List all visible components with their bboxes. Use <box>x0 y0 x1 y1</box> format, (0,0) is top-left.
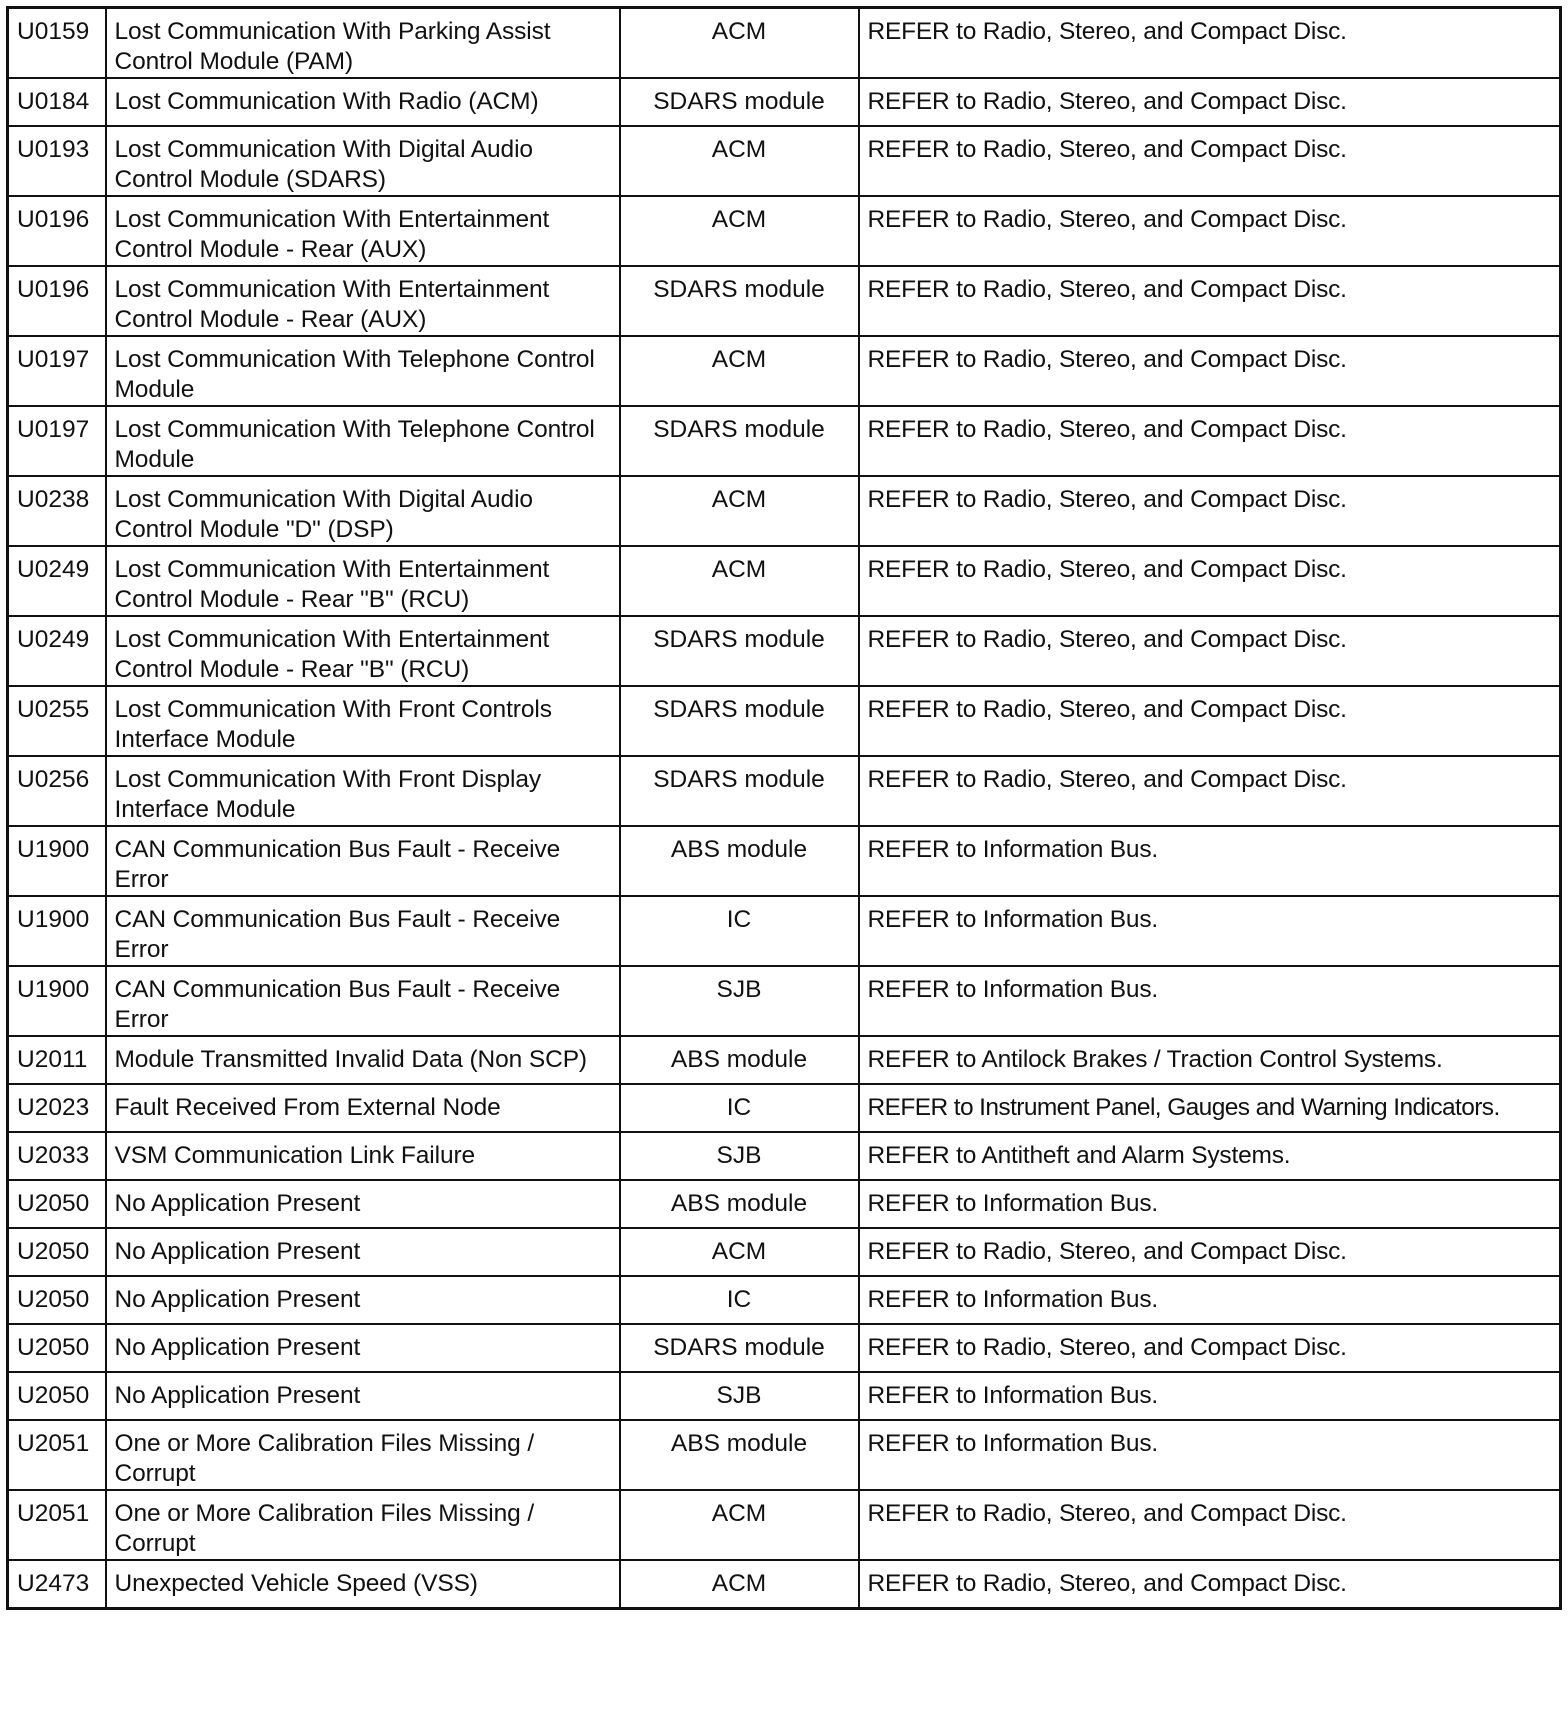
table-row <box>8 1372 1561 1420</box>
module-cell: ABS module <box>620 1036 859 1084</box>
action-cell: REFER to Radio, Stereo, and Compact Disc. <box>859 336 1561 406</box>
table-row <box>8 1228 1561 1276</box>
dtc-code-cell: U2050 <box>8 1276 106 1324</box>
module-cell: ACM <box>620 476 859 546</box>
table-row <box>8 336 1561 406</box>
table-row <box>8 476 1561 546</box>
table-row <box>8 1420 1561 1490</box>
dtc-code-cell: U0197 <box>8 406 106 476</box>
action-cell: REFER to Radio, Stereo, and Compact Disc. <box>859 756 1561 826</box>
description-cell: No Application Present <box>106 1228 620 1276</box>
description-cell: CAN Communication Bus Fault - Receive Error <box>106 896 620 966</box>
description-cell: Lost Communication With Telephone Control Module <box>106 336 620 406</box>
table-row <box>8 1180 1561 1228</box>
table-row <box>8 1036 1561 1084</box>
action-cell: REFER to Antitheft and Alarm Systems. <box>859 1132 1561 1180</box>
description-cell: One or More Calibration Files Missing / Corrupt <box>106 1490 620 1560</box>
dtc-code-cell: U0184 <box>8 78 106 126</box>
description-cell: Lost Communication With Digital Audio Control Module "D" (DSP) <box>106 476 620 546</box>
description-cell: Lost Communication With Entertainment Control Module - Rear "B" (RCU) <box>106 616 620 686</box>
module-cell: SDARS module <box>620 686 859 756</box>
table-row <box>8 966 1561 1036</box>
dtc-code-cell: U2050 <box>8 1372 106 1420</box>
table-row <box>8 826 1561 896</box>
action-cell: REFER to Radio, Stereo, and Compact Disc. <box>859 1324 1561 1372</box>
description-cell: No Application Present <box>106 1324 620 1372</box>
action-cell: REFER to Radio, Stereo, and Compact Disc. <box>859 266 1561 336</box>
module-cell: SJB <box>620 1132 859 1180</box>
description-cell: VSM Communication Link Failure <box>106 1132 620 1180</box>
dtc-code-cell: U1900 <box>8 896 106 966</box>
module-cell: ACM <box>620 1490 859 1560</box>
description-cell: Lost Communication With Parking Assist Control Module (PAM) <box>106 8 620 79</box>
dtc-code-cell: U0238 <box>8 476 106 546</box>
action-cell: REFER to Information Bus. <box>859 896 1561 966</box>
description-cell: CAN Communication Bus Fault - Receive Error <box>106 966 620 1036</box>
action-cell: REFER to Instrument Panel, Gauges and Warning Indicators. <box>859 1084 1561 1132</box>
module-cell: ACM <box>620 8 859 79</box>
description-cell: No Application Present <box>106 1180 620 1228</box>
table-row <box>8 1560 1561 1608</box>
action-cell: REFER to Radio, Stereo, and Compact Disc. <box>859 1560 1561 1608</box>
action-cell: REFER to Radio, Stereo, and Compact Disc. <box>859 8 1561 79</box>
dtc-code-cell: U2051 <box>8 1490 106 1560</box>
description-cell: Lost Communication With Digital Audio Control Module (SDARS) <box>106 126 620 196</box>
module-cell: ACM <box>620 196 859 266</box>
action-cell: REFER to Radio, Stereo, and Compact Disc. <box>859 196 1561 266</box>
action-cell: REFER to Radio, Stereo, and Compact Disc. <box>859 406 1561 476</box>
action-cell: REFER to Radio, Stereo, and Compact Disc. <box>859 1228 1561 1276</box>
description-cell: Module Transmitted Invalid Data (Non SCP) <box>106 1036 620 1084</box>
table-row <box>8 406 1561 476</box>
dtc-code-cell: U0159 <box>8 8 106 79</box>
action-cell: REFER to Radio, Stereo, and Compact Disc. <box>859 126 1561 196</box>
dtc-table <box>6 6 1562 1610</box>
table-row <box>8 686 1561 756</box>
table-row <box>8 196 1561 266</box>
dtc-code-cell: U2050 <box>8 1228 106 1276</box>
description-cell: No Application Present <box>106 1276 620 1324</box>
description-cell: One or More Calibration Files Missing / Corrupt <box>106 1420 620 1490</box>
dtc-code-cell: U2050 <box>8 1324 106 1372</box>
table-row <box>8 1276 1561 1324</box>
action-cell: REFER to Information Bus. <box>859 966 1561 1036</box>
action-cell: REFER to Radio, Stereo, and Compact Disc. <box>859 476 1561 546</box>
dtc-table-body <box>8 8 1561 1609</box>
module-cell: SDARS module <box>620 78 859 126</box>
dtc-code-cell: U0193 <box>8 126 106 196</box>
dtc-code-cell: U2473 <box>8 1560 106 1608</box>
module-cell: SDARS module <box>620 756 859 826</box>
description-cell: Lost Communication With Entertainment Control Module - Rear (AUX) <box>106 196 620 266</box>
description-cell: Lost Communication With Entertainment Control Module - Rear (AUX) <box>106 266 620 336</box>
action-cell: REFER to Antilock Brakes / Traction Control Systems. <box>859 1036 1561 1084</box>
dtc-code-cell: U2033 <box>8 1132 106 1180</box>
module-cell: ACM <box>620 1560 859 1608</box>
description-cell: Lost Communication With Front Controls Interface Module <box>106 686 620 756</box>
module-cell: SDARS module <box>620 406 859 476</box>
module-cell: ACM <box>620 336 859 406</box>
table-row <box>8 1132 1561 1180</box>
module-cell: IC <box>620 1084 859 1132</box>
action-cell: REFER to Radio, Stereo, and Compact Disc. <box>859 1490 1561 1560</box>
table-row <box>8 756 1561 826</box>
table-row <box>8 546 1561 616</box>
dtc-code-cell: U2051 <box>8 1420 106 1490</box>
dtc-code-cell: U2011 <box>8 1036 106 1084</box>
module-cell: SJB <box>620 1372 859 1420</box>
table-row <box>8 78 1561 126</box>
table-row <box>8 126 1561 196</box>
action-cell: REFER to Information Bus. <box>859 1180 1561 1228</box>
description-cell: CAN Communication Bus Fault - Receive Error <box>106 826 620 896</box>
module-cell: ACM <box>620 1228 859 1276</box>
action-cell: REFER to Radio, Stereo, and Compact Disc. <box>859 546 1561 616</box>
module-cell: IC <box>620 1276 859 1324</box>
module-cell: SJB <box>620 966 859 1036</box>
dtc-code-cell: U0196 <box>8 266 106 336</box>
dtc-code-cell: U1900 <box>8 826 106 896</box>
table-row <box>8 1324 1561 1372</box>
description-cell: Lost Communication With Front Display Interface Module <box>106 756 620 826</box>
action-cell: REFER to Information Bus. <box>859 1420 1561 1490</box>
module-cell: ABS module <box>620 1420 859 1490</box>
description-cell: Unexpected Vehicle Speed (VSS) <box>106 1560 620 1608</box>
description-cell: Fault Received From External Node <box>106 1084 620 1132</box>
table-row <box>8 616 1561 686</box>
dtc-code-cell: U0256 <box>8 756 106 826</box>
table-row <box>8 1084 1561 1132</box>
description-cell: Lost Communication With Entertainment Control Module - Rear "B" (RCU) <box>106 546 620 616</box>
action-cell: REFER to Radio, Stereo, and Compact Disc. <box>859 686 1561 756</box>
dtc-code-cell: U0249 <box>8 616 106 686</box>
action-cell: REFER to Radio, Stereo, and Compact Disc. <box>859 616 1561 686</box>
module-cell: SDARS module <box>620 266 859 336</box>
module-cell: ABS module <box>620 1180 859 1228</box>
description-cell: Lost Communication With Radio (ACM) <box>106 78 620 126</box>
module-cell: SDARS module <box>620 616 859 686</box>
dtc-code-cell: U0196 <box>8 196 106 266</box>
table-row <box>8 1490 1561 1560</box>
dtc-code-cell: U0255 <box>8 686 106 756</box>
dtc-code-cell: U1900 <box>8 966 106 1036</box>
action-cell: REFER to Information Bus. <box>859 826 1561 896</box>
description-cell: No Application Present <box>106 1372 620 1420</box>
action-cell: REFER to Information Bus. <box>859 1276 1561 1324</box>
dtc-code-cell: U2023 <box>8 1084 106 1132</box>
module-cell: ACM <box>620 546 859 616</box>
table-row <box>8 8 1561 79</box>
dtc-code-cell: U0197 <box>8 336 106 406</box>
action-cell: REFER to Radio, Stereo, and Compact Disc. <box>859 78 1561 126</box>
module-cell: SDARS module <box>620 1324 859 1372</box>
dtc-code-cell: U0249 <box>8 546 106 616</box>
table-row <box>8 266 1561 336</box>
module-cell: IC <box>620 896 859 966</box>
dtc-code-cell: U2050 <box>8 1180 106 1228</box>
module-cell: ACM <box>620 126 859 196</box>
description-cell: Lost Communication With Telephone Control Module <box>106 406 620 476</box>
action-cell: REFER to Information Bus. <box>859 1372 1561 1420</box>
table-row <box>8 896 1561 966</box>
module-cell: ABS module <box>620 826 859 896</box>
